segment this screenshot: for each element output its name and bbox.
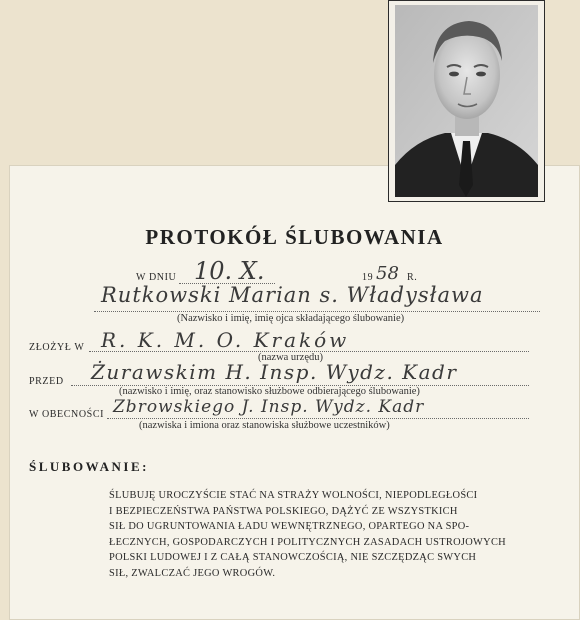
oath-line: I BEZPIECZEŃSTWA PAŃSTWA POLSKIEGO, DĄŻYĆ ZE WSZYSTKICH bbox=[109, 505, 458, 517]
before-caption: (nazwisko i imię, oraz stanowisko służbowe odbierającego ślubowanie) bbox=[119, 386, 420, 397]
year-handwritten: 58 bbox=[376, 263, 399, 284]
oath-line: ŚLUBUJĘ UROCZYŚCIE STAĆ NA STRAŻY WOLNOŚCI, NIEPODLEGŁOŚCI bbox=[109, 490, 478, 501]
oath-line: SIŁ DO UGRUNTOWANIA ŁADU WEWNĘTRZNEGO, OPARTEGO NA SPO- bbox=[109, 521, 470, 532]
before-label: PRZED bbox=[29, 376, 64, 387]
name-caption: (Nazwisko i imię, imię ojca składającego ślubowanie) bbox=[177, 313, 405, 324]
name-dotted-line bbox=[94, 311, 540, 312]
before-handwritten: Żurawskim H. Insp. Wydz. Kadr bbox=[91, 360, 458, 384]
oath-heading: ŚLUBOWANIE: bbox=[29, 459, 149, 474]
office-handwritten: R. K. M. O. Kraków bbox=[101, 328, 350, 352]
document-title: PROTOKÓŁ ŚLUBOWANIA bbox=[145, 225, 444, 249]
oath-line: SIŁ, ZWALCZAĆ JEGO WROGÓW. bbox=[109, 567, 276, 579]
oath-line: ŁECZNYCH, GOSPODARCZYCH I POLITYCZNYCH ZASADACH USTROJOWYCH bbox=[109, 536, 506, 548]
oath-protocol-document bbox=[9, 165, 580, 620]
presence-handwritten: Zbrowskiego J. Insp. Wydz. Kadr bbox=[113, 397, 425, 417]
year-suffix-label: R. bbox=[407, 272, 418, 283]
date-handwritten: 10. X. bbox=[194, 257, 265, 285]
presence-dotted-line bbox=[107, 418, 529, 419]
presence-label: W OBECNOŚCI bbox=[29, 409, 105, 420]
portrait-image bbox=[395, 5, 538, 197]
filed-label: ZŁOŻYŁ W bbox=[29, 342, 85, 353]
date-prefix-label: W DNIU bbox=[136, 272, 177, 283]
portrait-photo bbox=[388, 0, 545, 202]
office-caption: (nazwa urzędu) bbox=[258, 352, 323, 363]
name-handwritten: Rutkowski Marian s. Władysława bbox=[101, 283, 484, 307]
oath-line: POLSKI LUDOWEJ I Z CAŁĄ STANOWCZOŚCIĄ, NIE SZCZĘDZĄC SWYCH bbox=[109, 552, 477, 563]
presence-caption: (nazwiska i imiona oraz stanowiska służbowe uczestników) bbox=[139, 420, 390, 431]
oath-text bbox=[109, 488, 579, 581]
year-printed: 19 bbox=[362, 272, 374, 283]
